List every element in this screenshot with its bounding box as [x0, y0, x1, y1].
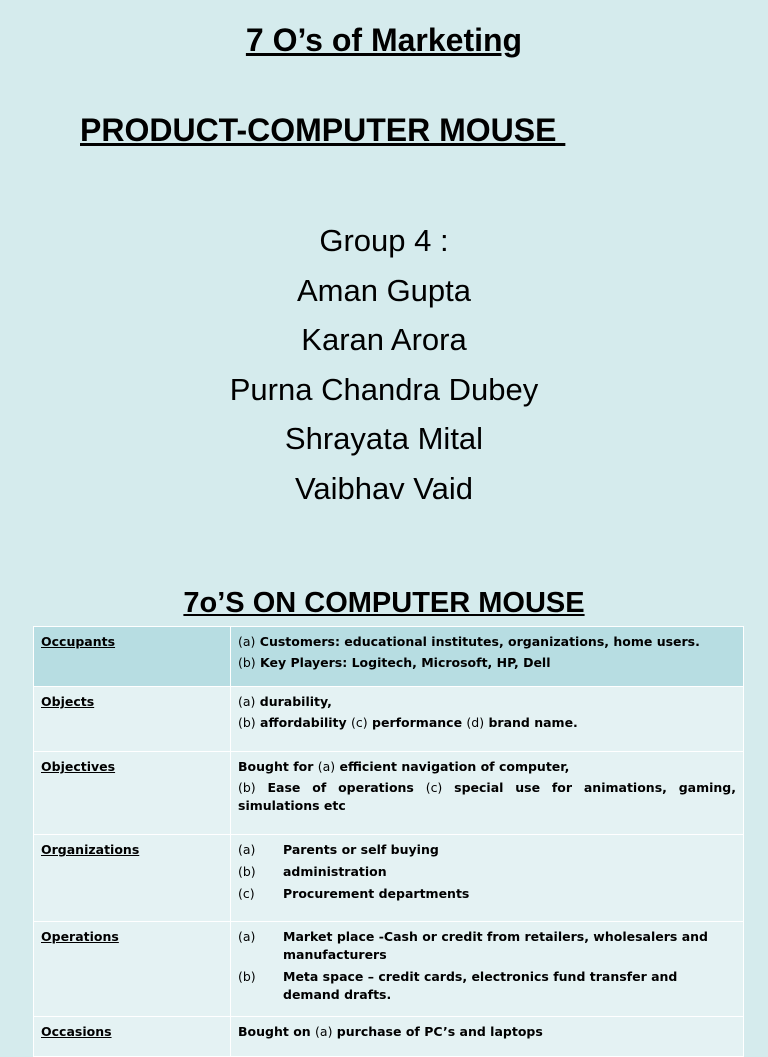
- seven-os-table: [33, 626, 744, 1057]
- member-name: Vaibhav Vaid: [294, 470, 474, 506]
- slide-title: 7 O’s of Marketing: [245, 22, 523, 58]
- item-label: (c): [238, 886, 255, 901]
- member-name: Shrayata Mital: [284, 421, 484, 456]
- item-text: performance: [367, 715, 467, 730]
- item-text: Parents or self buying: [283, 842, 439, 857]
- row-key-occasions: Occasions: [34, 1017, 231, 1057]
- item-label: (c): [425, 780, 443, 795]
- row-value-objects: [231, 687, 744, 752]
- row-value-operations: [231, 922, 744, 1017]
- item-text: Bought on: [238, 1024, 316, 1039]
- item-text: Bought for: [238, 759, 318, 774]
- table-slide-title: 7o’S ON COMPUTER MOUSE: [183, 587, 585, 619]
- table-row: [34, 752, 744, 835]
- group-label: Group 4 :: [319, 223, 449, 258]
- member-name: Karan Arora: [301, 322, 467, 357]
- member-name: Purna Chandra Dubey: [229, 371, 539, 407]
- row-value-occasions: [231, 1017, 744, 1057]
- item-text: Market place -Cash or credit from retailers, wholesalers and manufacturers: [283, 929, 708, 962]
- item-label: (a): [238, 842, 256, 857]
- item-text: Customers: educational institutes, organizations, home users.: [255, 634, 700, 649]
- item-label: (b): [238, 864, 256, 879]
- product-heading: PRODUCT-COMPUTER MOUSE: [80, 112, 566, 148]
- row-key-operations: Operations: [34, 922, 231, 1017]
- item-text: purchase of PC’s and laptops: [332, 1024, 543, 1039]
- item-text: durability,: [255, 694, 332, 709]
- table-row: [34, 922, 744, 1017]
- table-row: [34, 627, 744, 687]
- item-text: administration: [283, 864, 387, 879]
- member-name: Aman Gupta: [296, 272, 472, 308]
- row-key-objects: Objects: [34, 687, 231, 752]
- table-row: [34, 835, 744, 922]
- group-members: [0, 216, 768, 513]
- item-text: affordability: [255, 715, 352, 730]
- item-label: (b): [238, 655, 256, 670]
- row-key-occupants: Occupants: [34, 627, 231, 687]
- item-label: (a): [317, 759, 336, 774]
- table-row: [34, 1017, 744, 1057]
- item-text: Ease of operations: [255, 780, 426, 795]
- row-value-organizations: [231, 835, 744, 922]
- row-key-objectives: Objectives: [34, 752, 231, 835]
- table-row: [34, 687, 744, 752]
- row-value-occupants: [231, 627, 744, 687]
- item-label: (a): [315, 1024, 333, 1039]
- item-label: (a): [238, 694, 256, 709]
- item-label: (a): [238, 634, 256, 649]
- item-label: (b): [238, 715, 256, 730]
- item-label: (b): [238, 969, 256, 984]
- item-label: (a): [238, 929, 256, 944]
- item-text: Meta space – credit cards, electronics fund transfer and demand drafts.: [283, 969, 678, 1002]
- row-value-objectives: [231, 752, 744, 835]
- item-text: Procurement departments: [283, 886, 470, 901]
- item-label: (b): [238, 780, 256, 795]
- item-label: (c): [351, 715, 368, 730]
- row-key-organizations: Organizations: [34, 835, 231, 922]
- item-text: brand name.: [484, 715, 578, 730]
- item-text: efficient navigation of computer,: [335, 759, 570, 774]
- item-label: (d): [466, 715, 485, 730]
- item-text: special use for animations, gaming, simulations etc: [238, 780, 736, 813]
- item-text: Key Players: Logitech, Microsoft, HP, Dell: [255, 655, 551, 670]
